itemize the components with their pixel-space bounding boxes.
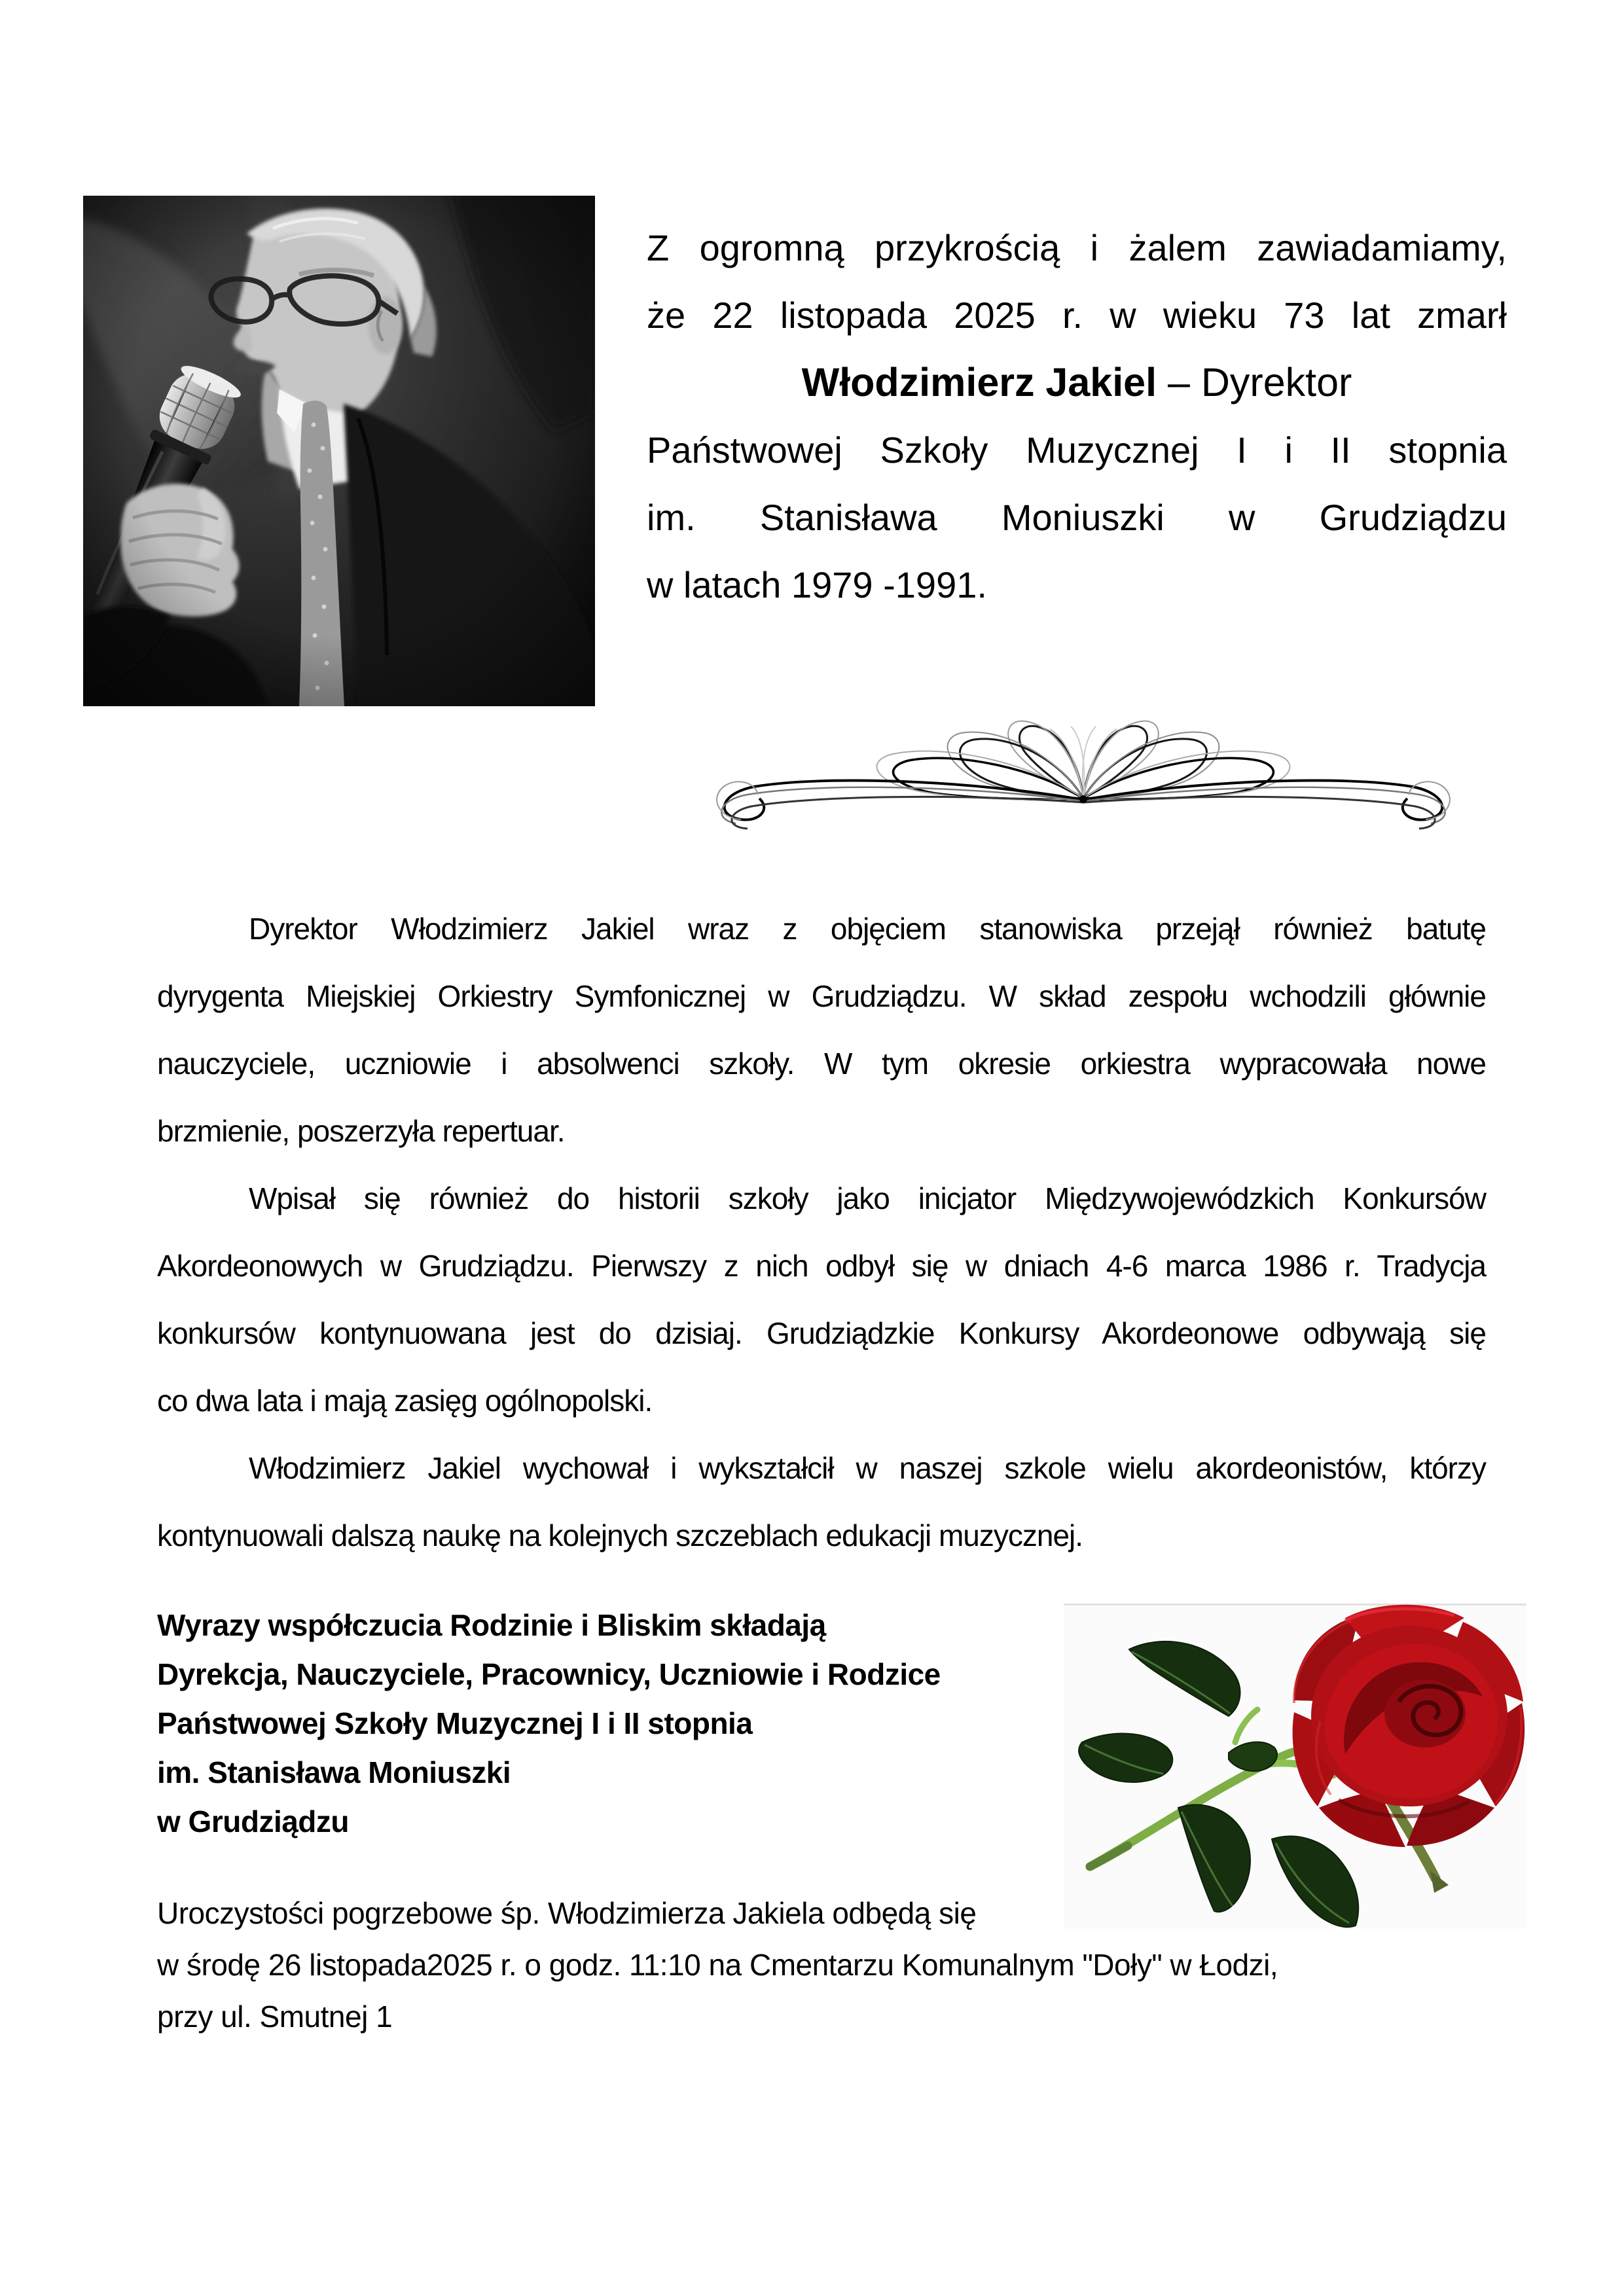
biography-line: nauczyciele, uczniowie i absolwenci szkoły. W tym okresie orkiestra wypracowała nowe [157, 1047, 1486, 1081]
funeral-line: przy ul. Smutnej 1 [157, 2000, 393, 2034]
deceased-name-line [647, 349, 1507, 416]
red-rose-image [1064, 1604, 1526, 1929]
funeral-line: w środę 26 listopada2025 r. o godz. 11:10 na Cmentarzu Komunalnym "Doły" w Łodzi, [157, 1948, 1278, 1982]
biography-line: kontynuowali dalszą naukę na kolejnych szczeblach edukacji muzycznej. [157, 1518, 1083, 1552]
biography-line: Włodzimierz Jakiel wychował i wykształcił w naszej szkole wielu akordeonistów, którzy [249, 1451, 1486, 1485]
condolences-line: Dyrekcja, Nauczyciele, Pracownicy, Uczniowie i Rodzice [157, 1657, 941, 1691]
condolences-line: w Grudziądzu [157, 1804, 349, 1839]
flourish-divider [687, 720, 1479, 870]
biography-line: brzmienie, poszerzyła repertuar. [157, 1114, 565, 1148]
announcement-line: Państwowej Szkoły Muzycznej I i II stopnia [647, 429, 1507, 471]
biography-line: Dyrektor Włodzimierz Jakiel wraz z objęciem stanowiska przejął również batutę [249, 912, 1486, 946]
deceased-name: Włodzimierz Jakiel [801, 360, 1157, 404]
biography-line: dyrygenta Miejskiej Orkiestry Symfonicznej w Grudziądzu. W skład zespołu wchodzili głównie [157, 979, 1486, 1013]
announcement-line: że 22 listopada 2025 r. w wieku 73 lat zmarł [647, 295, 1507, 336]
biography-line: konkursów kontynuowana jest do dzisiaj. Grudziądzkie Konkursy Akordeonowe odbywają się [157, 1316, 1486, 1350]
biography-line: Wpisał się również do historii szkoły jako inicjator Międzywojewódzkich Konkursów [249, 1181, 1486, 1215]
biography-line: co dwa lata i mają zasięg ogólnopolski. [157, 1384, 653, 1418]
biography-block [157, 895, 1486, 1570]
biography-line: Akordeonowych w Grudziądzu. Pierwszy z nich odbył się w dniach 4-6 marca 1986 r. Tradycja [157, 1249, 1486, 1283]
portrait-photo [83, 196, 595, 706]
condolences-line: Państwowej Szkoły Muzycznej I i II stopnia [157, 1706, 753, 1740]
funeral-details-block [157, 1888, 1486, 2043]
announcement-line: Z ogromną przykrością i żalem zawiadamiamy, [647, 227, 1507, 268]
deceased-title: – Dyrektor [1157, 360, 1352, 404]
announcement-line: im. Stanisława Moniuszki w Grudziądzu [647, 497, 1507, 538]
condolences-line: im. Stanisława Moniuszki [157, 1755, 511, 1789]
announcement-block [647, 214, 1507, 619]
condolences-block [157, 1601, 1047, 1846]
funeral-line: Uroczystości pogrzebowe śp. Włodzimierza Jakiela odbędą się [157, 1896, 977, 1930]
condolences-line: Wyrazy współczucia Rodzinie i Bliskim składają [157, 1608, 826, 1642]
announcement-line: w latach 1979 -1991. [647, 564, 987, 605]
